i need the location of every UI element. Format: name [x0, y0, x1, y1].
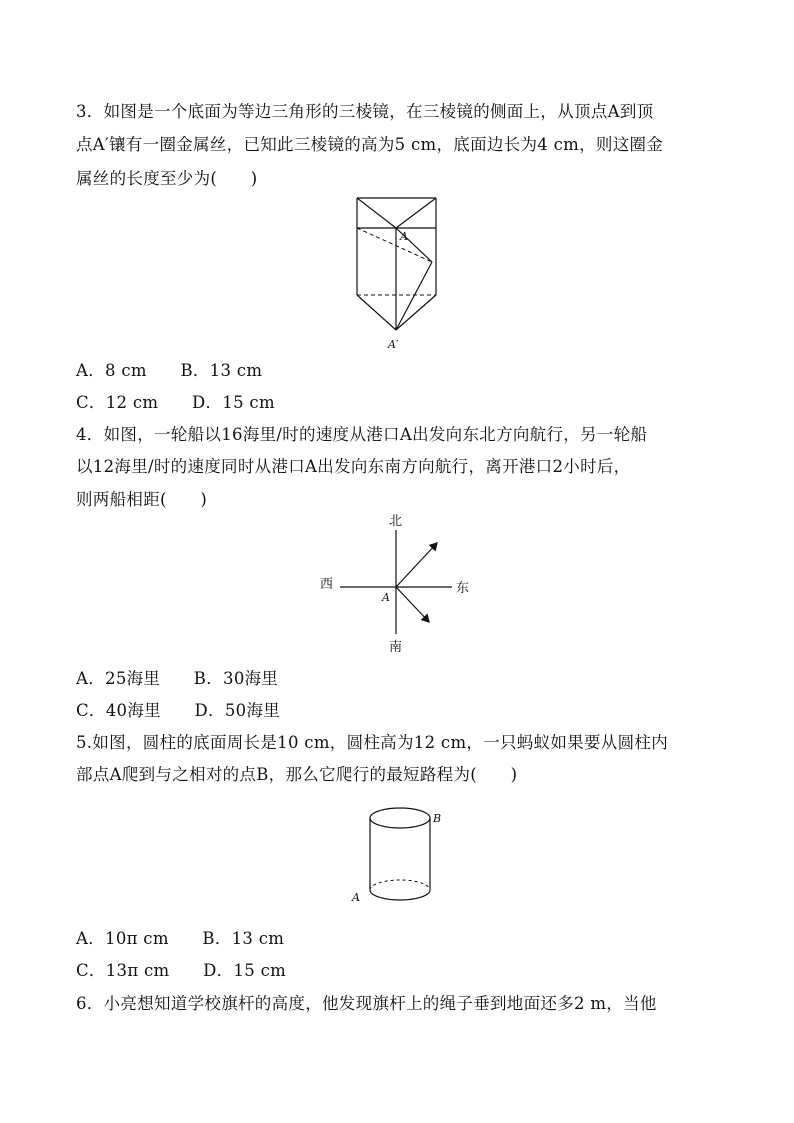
east-label: 东 [456, 581, 470, 596]
prism-label-a-prime: A′ [388, 338, 399, 351]
prism-figure [340, 190, 460, 359]
q5-options-row1: A．10π cm B．13 cm [76, 929, 285, 948]
q3-text-line1: 3．如图是一个底面为等边三角形的三棱镜，在三棱镜的侧面上，从顶点A到顶 [76, 102, 654, 121]
north-label: 北 [389, 514, 403, 529]
compass-figure [310, 510, 490, 659]
q4-text-line2: 以12海里/时的速度同时从港口A出发向东南方向航行，离开港口2小时后， [76, 457, 631, 476]
q3-text-line3: 属丝的长度至少为( ) [76, 169, 258, 188]
south-label: 南 [389, 640, 403, 655]
west-label: 西 [320, 577, 334, 592]
q4-options-row1: A．25海里 B．30海里 [76, 669, 279, 688]
q3-text-line2: 点A′镶有一圈金属丝，已知此三棱镜的高为5 cm，底面边长为4 cm，则这圈金 [76, 135, 664, 154]
q6-text-line1: 6．小亮想知道学校旗杆的高度，他发现旗杆上的绳子垂到地面还多2 m，当他 [76, 994, 657, 1013]
q4-text-line3: 则两船相距( ) [76, 490, 208, 509]
cylinder-label-b: B [433, 812, 442, 825]
q5-text-line2: 部点A爬到与之相对的点B，那么它爬行的最短路程为( ) [76, 765, 518, 784]
cylinder-label-a: A [352, 891, 360, 904]
q4-options-row2: C．40海里 D．50海里 [76, 701, 281, 720]
q4-text-line1: 4．如图，一轮船以16海里/时的速度从港口A出发向东北方向航行，另一轮船 [76, 425, 648, 444]
prism-label-a: A [400, 230, 408, 243]
q5-text-line1: 5.如图，圆柱的底面周长是10 cm，圆柱高为12 cm，一只蚂蚁如果要从圆柱内 [76, 733, 668, 752]
q3-options-row1: A．8 cm B．13 cm [76, 361, 263, 380]
port-a-label: A [382, 591, 390, 604]
cylinder-figure [344, 800, 454, 919]
q5-options-row2: C．13π cm D．15 cm [76, 961, 287, 980]
q3-options-row2: C．12 cm D．15 cm [76, 393, 275, 412]
